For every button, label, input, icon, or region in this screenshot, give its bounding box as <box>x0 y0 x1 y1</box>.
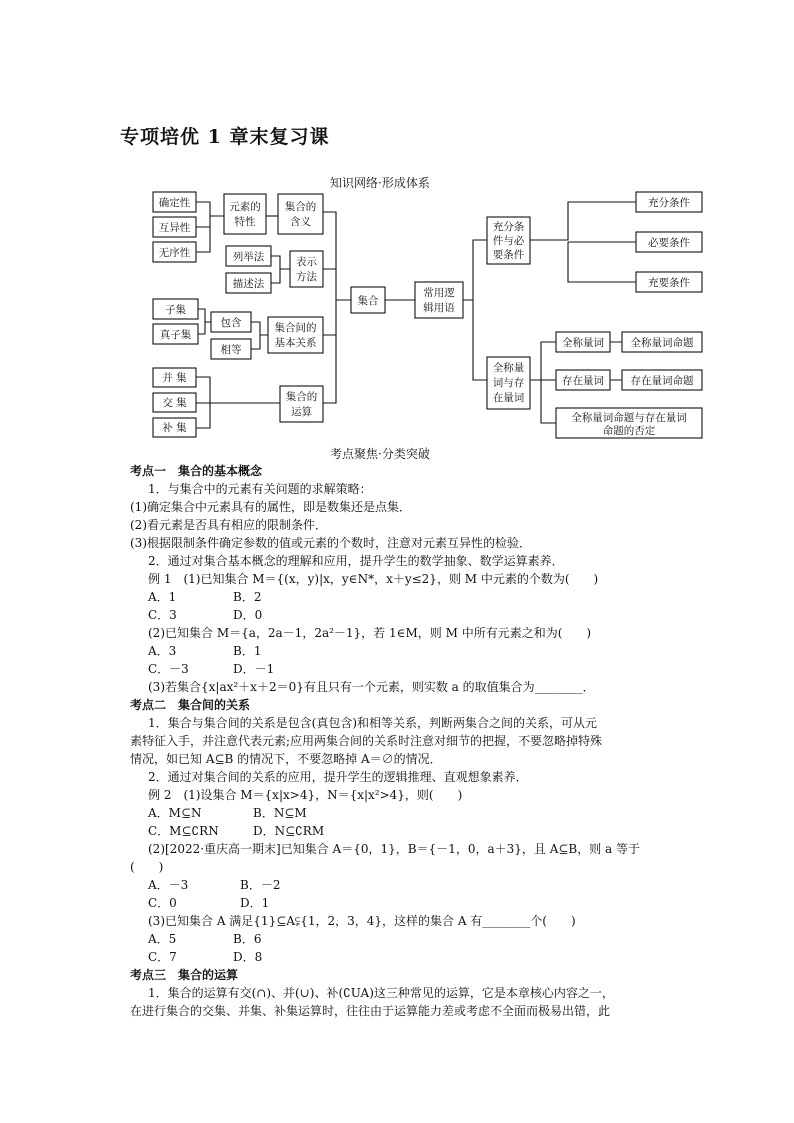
ex2-q1-option-c: C．M⊆∁RN <box>148 824 219 838</box>
ex1-q1-option-a: A．1 <box>148 590 177 604</box>
ex2-q2-option-d: D．1 <box>240 896 270 910</box>
node-text: 并 集 <box>162 372 187 384</box>
ex1-q1-option-c: C．3 <box>148 608 177 622</box>
example1-q1: 例 1 (1)已知集合 M＝{(x，y)|x，y∈N*，x＋y≤2}，则 M 中元素的个数为( ) <box>148 572 599 586</box>
ex2-q3-option-d: D．8 <box>233 950 263 964</box>
ex2-q1-option-a: A．M⊆N <box>148 806 202 820</box>
example1-q2: (2)已知集合 M＝{a，2a－1，2a²－1}，若 1∈M，则 M 中所有元素之和为( ) <box>148 626 592 640</box>
ex1-q1-option-d: D．0 <box>233 608 263 622</box>
example2-q1: 例 2 (1)设集合 M＝{x|x>4}，N＝{x|x²>4}，则( ) <box>148 788 463 802</box>
node-jihe-hanyi <box>278 194 323 234</box>
node-text: 充分条 <box>492 221 525 233</box>
node-text: 命题的否定 <box>602 425 656 437</box>
edge-properties <box>196 202 224 252</box>
node-jihe <box>351 287 385 313</box>
node-text: 真子集 <box>159 329 192 341</box>
node-chongfentiaojian <box>636 192 702 212</box>
ex1-q2-option-c: C．－3 <box>148 662 189 676</box>
ex2-q2-option-b: B．－2 <box>240 878 281 892</box>
node-text: 运算 <box>291 406 312 418</box>
node-bingji <box>153 368 196 387</box>
node-text: 件与必 <box>492 235 525 247</box>
example2-q2: (2)[2022·重庆高一期末]已知集合 A＝{0，1}，B＝{－1，0，a＋3}，且 A⊆B，则 a 等于 <box>148 842 641 856</box>
node-text: 交 集 <box>162 397 187 409</box>
node-liangci <box>487 357 530 409</box>
kd1-heading: 考点一 集合的基本概念 <box>130 464 263 478</box>
kd1-p5: 2．通过对集合基本概念的理解和应用，提升学生的数学抽象、数学运算素养． <box>148 554 564 568</box>
node-text: 在量词 <box>492 392 525 404</box>
node-text: 含义 <box>290 216 311 228</box>
diagram-heading: 知识网络·形成体系 <box>330 176 430 190</box>
ex2-q2-option-a: A．－3 <box>148 878 189 892</box>
ex2-q1-option-b: B．N⊆M <box>253 806 307 820</box>
node-text: 确定性 <box>158 197 191 209</box>
node-text: 存在量词 <box>562 375 604 387</box>
page-title: 专项培优 1 章末复习课 <box>120 126 330 148</box>
node-text: 集合的 <box>284 201 317 213</box>
ex1-q2-option-b: B．1 <box>233 644 262 658</box>
node-text: 表示 <box>296 256 317 268</box>
node-text: 集合间的 <box>274 322 317 334</box>
node-text: 词与存 <box>492 377 525 389</box>
node-text: 全称量词 <box>562 337 604 349</box>
example1-q3: (3)若集合{x|ax²＋x＋2＝0}有且只有一个元素，则实数 a 的取值集合为________． <box>148 680 595 694</box>
node-text: 描述法 <box>232 278 265 290</box>
node-cunzailiangci <box>556 370 610 390</box>
node-text: 集合 <box>357 295 379 307</box>
node-text: 元素的 <box>229 201 261 213</box>
ex2-q3-option-b: B．6 <box>233 932 262 946</box>
node-cunzaimingti <box>622 370 702 390</box>
node-chongyaotiaojian <box>636 272 702 292</box>
node-text: 充要条件 <box>648 277 690 289</box>
node-text: 集合的 <box>285 391 318 403</box>
ex1-q2-option-a: A．3 <box>148 644 177 658</box>
node-text: 常用逻 <box>423 287 455 299</box>
node-ziji <box>153 299 198 319</box>
node-yunsuan <box>280 386 323 422</box>
node-text: 基本关系 <box>274 337 317 349</box>
node-fouding <box>556 408 702 438</box>
node-text: 无序性 <box>158 247 191 259</box>
kd2-p2: 2．通过对集合间的关系的应用，提升学生的逻辑推理、直观想象素养． <box>148 770 528 784</box>
kd3-p1: 1．集合的运算有交(∩)、并(∪)、补(∁UA)这三种常见的运算，它是本章核心内容之一， <box>148 986 614 1000</box>
node-quanchengmingti <box>622 332 702 352</box>
node-liejufa <box>226 246 271 266</box>
node-zhenziji <box>153 324 198 344</box>
kd1-p3: (2)看元素是否具有相应的限制条件． <box>130 518 327 532</box>
edge-conditions <box>530 202 636 282</box>
ex2-q1-option-d: D．N⊆∁RM <box>253 824 325 838</box>
node-quanchengliangci <box>556 332 610 352</box>
ex2-q3-option-c: C．7 <box>148 950 177 964</box>
section-heading: 考点聚焦·分类突破 <box>330 447 430 461</box>
node-text: 存在量词命题 <box>630 375 694 387</box>
node-text: 子集 <box>165 304 186 316</box>
edge-quantifier-propositions <box>610 342 622 380</box>
node-text: 必要条件 <box>648 237 690 249</box>
node-text: 方法 <box>296 271 317 283</box>
edge-to-jihe <box>323 212 351 403</box>
kd1-p4: (3)根据限制条件确定参数的值或元素的个数时，注意对元素互异性的检验． <box>130 536 532 550</box>
node-buji <box>153 418 196 437</box>
node-wuxu <box>153 242 196 262</box>
node-text: 互异性 <box>158 222 191 234</box>
node-xiangdeng <box>211 339 251 359</box>
node-baohan <box>211 312 251 332</box>
kd2-p1c: 情况，如已知 A⊆B 的情况下，不要忽略掉 A＝∅的情况． <box>130 752 442 766</box>
knowledge-network-diagram <box>0 0 794 460</box>
node-huyi <box>153 217 196 237</box>
node-text: 辑用语 <box>423 302 455 314</box>
node-text: 列举法 <box>232 251 265 263</box>
node-text: 全称量词命题 <box>630 337 694 349</box>
node-queding <box>153 192 196 212</box>
edge-methods <box>271 256 290 283</box>
kd2-p1b: 素特征入手，并注意代表元素;应用两集合间的关系时注意对细节的把握，不要忽略掉特殊 <box>130 734 603 748</box>
node-miaoshufa <box>226 273 271 293</box>
node-biyaotiaojian <box>636 232 702 252</box>
ex2-q3-option-a: A．5 <box>148 932 177 946</box>
ex1-q2-option-d: D．－1 <box>233 662 275 676</box>
node-text: 包含 <box>220 317 242 329</box>
ex1-q1-option-b: B．2 <box>233 590 262 604</box>
node-jibenguanxi <box>268 317 323 353</box>
node-jiaoji <box>153 393 196 412</box>
kd3-heading: 考点三 集合的运算 <box>130 968 239 982</box>
node-text: 相等 <box>220 344 242 356</box>
node-chongfen <box>487 217 530 264</box>
kd1-p1: 1．与集合中的元素有关问题的求解策略： <box>148 482 372 496</box>
node-text: 要条件 <box>492 249 525 261</box>
node-luoji <box>415 282 463 318</box>
node-biaoshi <box>290 251 323 287</box>
kd1-p2: (1)确定集合中元素具有的属性，即是数集还是点集． <box>130 500 412 514</box>
node-text: 全称量词命题与存在量词 <box>571 412 687 424</box>
edge-luoji-branches <box>463 240 487 380</box>
node-text: 全称量 <box>492 362 525 374</box>
node-text: 充分条件 <box>648 197 690 209</box>
node-text: 特性 <box>234 216 256 228</box>
example2-q3: (3)已知集合 A 满足{1}⊆A⫋{1，2，3，4}，这样的集合 A 有________个( ) <box>148 914 576 928</box>
edge-operations <box>196 377 280 428</box>
edge-quantifiers <box>530 342 556 423</box>
node-yuansu-texing <box>224 194 266 234</box>
ex2-q2-option-c: C．0 <box>148 896 177 910</box>
node-text: 补 集 <box>162 422 187 434</box>
kd3-p1b: 在进行集合的交集、并集、补集运算时，往往由于运算能力差或考虑不全面而极易出错，此 <box>130 1004 611 1018</box>
example2-q2-paren: ( ) <box>130 860 164 874</box>
kd2-p1: 1．集合与集合间的关系是包含(真包含)和相等关系，判断两集合之间的关系，可从元 <box>148 716 598 730</box>
kd2-heading: 考点二 集合间的关系 <box>130 698 251 712</box>
